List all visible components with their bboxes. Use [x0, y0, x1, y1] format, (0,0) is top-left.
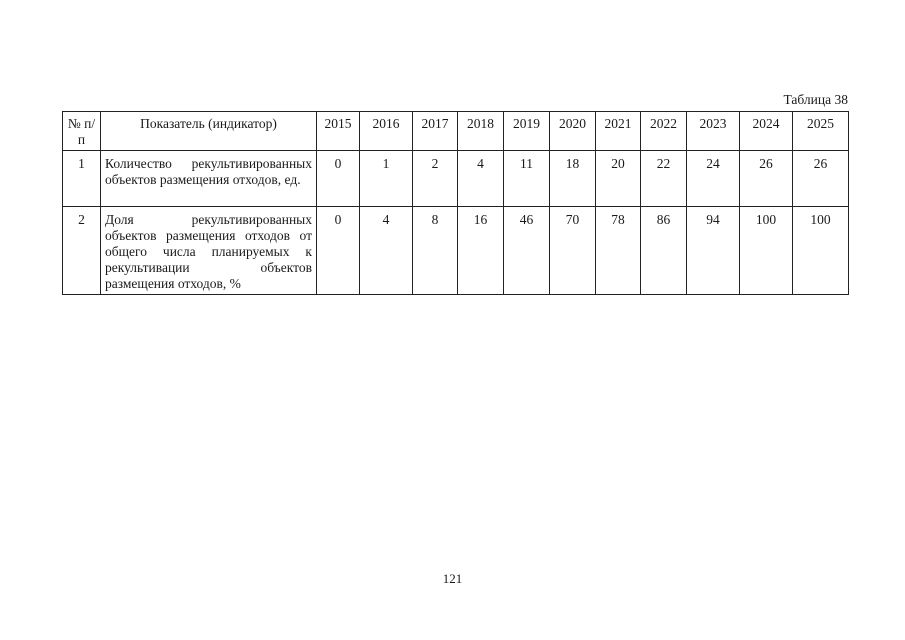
indicator-table [62, 111, 849, 295]
row-value: 20 [596, 151, 641, 207]
row-value: 0 [317, 151, 360, 207]
row-value: 22 [641, 151, 687, 207]
header-year: 2019 [504, 112, 550, 151]
row-value: 16 [458, 207, 504, 295]
row-value: 86 [641, 207, 687, 295]
header-year: 2021 [596, 112, 641, 151]
row-value: 2 [413, 151, 458, 207]
row-value: 26 [793, 151, 849, 207]
row-value: 94 [687, 207, 740, 295]
row-value: 11 [504, 151, 550, 207]
row-value: 4 [360, 207, 413, 295]
table-caption: Таблица 38 [783, 92, 848, 107]
header-year: 2025 [793, 112, 849, 151]
table-row [63, 151, 849, 207]
row-value: 8 [413, 207, 458, 295]
row-value: 26 [740, 151, 793, 207]
header-year: 2017 [413, 112, 458, 151]
header-year: 2016 [360, 112, 413, 151]
table-header-row [63, 112, 849, 151]
header-year: 2023 [687, 112, 740, 151]
header-indicator: Показатель (индикатор) [101, 112, 317, 151]
row-value: 46 [504, 207, 550, 295]
page-number: 121 [442, 571, 463, 586]
header-year: 2024 [740, 112, 793, 151]
row-value: 4 [458, 151, 504, 207]
row-value: 100 [740, 207, 793, 295]
row-indicator: Доля рекультивированных объектов размещения отходов от общего числа планируемых к рекультивации объектов размещения отходов, % [101, 207, 317, 295]
row-value: 0 [317, 207, 360, 295]
row-value: 1 [360, 151, 413, 207]
row-value: 24 [687, 151, 740, 207]
header-number: № п/п [63, 112, 101, 151]
table-row [63, 207, 849, 295]
header-year: 2018 [458, 112, 504, 151]
row-value: 70 [550, 207, 596, 295]
header-year: 2020 [550, 112, 596, 151]
header-year: 2015 [317, 112, 360, 151]
row-value: 18 [550, 151, 596, 207]
row-indicator: Количество рекультивированных объектов размещения отходов, ед. [101, 151, 317, 207]
row-number: 2 [63, 207, 101, 295]
header-year: 2022 [641, 112, 687, 151]
row-value: 100 [793, 207, 849, 295]
row-value: 78 [596, 207, 641, 295]
row-number: 1 [63, 151, 101, 207]
